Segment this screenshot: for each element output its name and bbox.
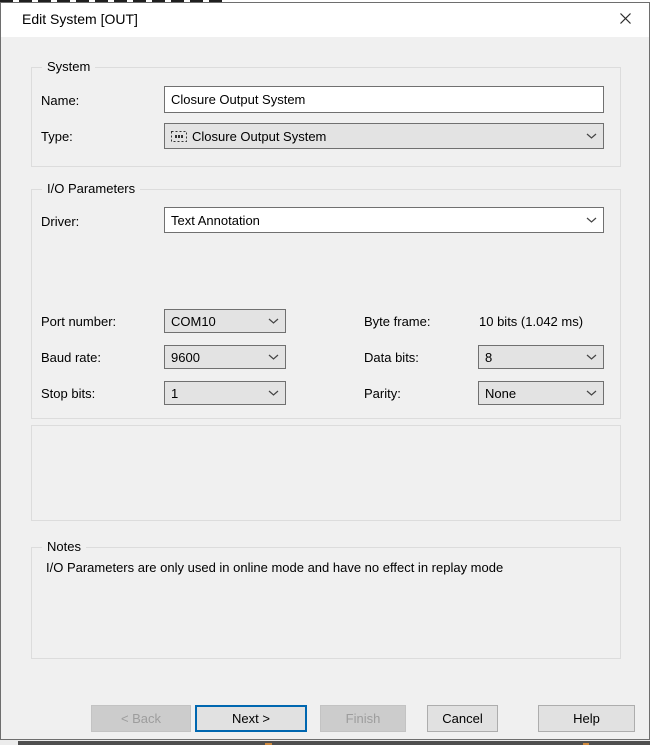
chevron-down-icon (586, 217, 597, 223)
port-number-combobox[interactable] (164, 309, 286, 333)
parity-label: Parity: (364, 386, 401, 401)
chevron-down-icon (586, 133, 597, 139)
baud-rate-value: 9600 (171, 349, 200, 365)
io-parameters-group-label: I/O Parameters (42, 181, 140, 196)
data-bits-value: 8 (485, 349, 493, 365)
help-button[interactable]: Help (538, 705, 635, 732)
driver-value: Text Annotation (171, 212, 260, 228)
data-bits-label: Data bits: (364, 350, 419, 365)
driver-combobox[interactable] (164, 207, 604, 233)
driver-label: Driver: (41, 214, 80, 229)
stop-bits-value: 1 (171, 385, 179, 401)
back-button: < Back (91, 705, 191, 732)
byte-frame-label: Byte frame: (364, 314, 431, 329)
title-bar (1, 3, 649, 37)
name-input[interactable] (164, 86, 604, 113)
data-bits-combobox[interactable] (478, 345, 604, 369)
notes-groupbox (31, 539, 621, 659)
next-button[interactable]: Next > (195, 705, 307, 732)
notes-group-label: Notes (42, 539, 86, 554)
cancel-button[interactable]: Cancel (427, 705, 498, 732)
parity-combobox[interactable] (478, 381, 604, 405)
finish-button: Finish (320, 705, 406, 732)
chevron-down-icon (268, 318, 279, 324)
port-number-label: Port number: (41, 314, 117, 329)
closure-output-system-icon (171, 130, 187, 143)
parity-value: None (485, 385, 517, 401)
system-group-label: System (42, 59, 95, 74)
dialog-title: Edit System [OUT] (22, 11, 138, 27)
type-combobox[interactable] (164, 123, 604, 149)
port-number-value: COM10 (171, 313, 216, 329)
chevron-down-icon (586, 354, 597, 360)
type-value: Closure Output System (192, 128, 327, 144)
empty-panel (31, 425, 621, 521)
baud-rate-combobox[interactable] (164, 345, 286, 369)
name-label: Name: (41, 93, 80, 108)
stop-bits-label: Stop bits: (41, 386, 96, 401)
edit-system-dialog (0, 2, 650, 740)
close-icon (619, 12, 632, 28)
stop-bits-combobox[interactable] (164, 381, 286, 405)
chevron-down-icon (268, 354, 279, 360)
background-bottom-strip (0, 740, 650, 745)
background-window-edge (18, 741, 650, 745)
baud-rate-label: Baud rate: (41, 350, 101, 365)
type-label: Type: (41, 129, 73, 144)
system-groupbox (31, 59, 621, 167)
close-button[interactable] (609, 8, 641, 32)
chevron-down-icon (586, 390, 597, 396)
chevron-down-icon (268, 390, 279, 396)
byte-frame-value: 10 bits (1.042 ms) (479, 314, 584, 329)
notes-text: I/O Parameters are only used in online mode and have no effect in replay mode (46, 560, 504, 575)
